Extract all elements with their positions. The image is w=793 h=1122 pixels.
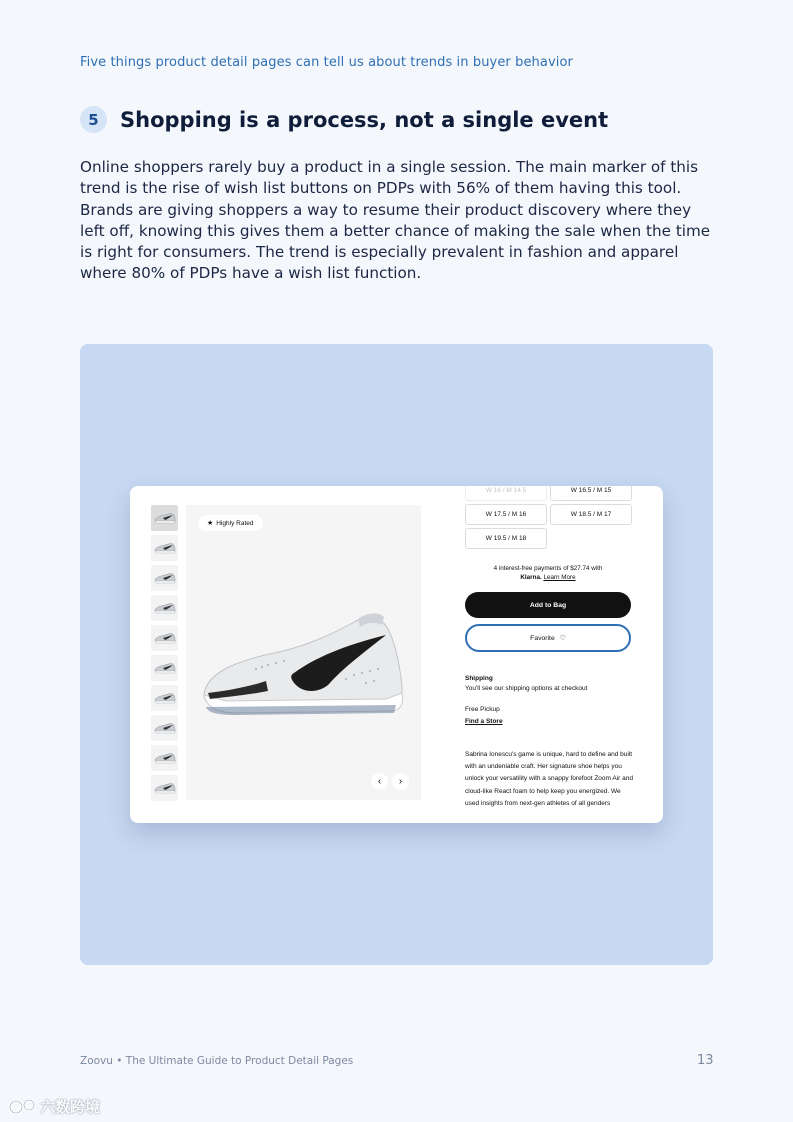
product-thumbnail[interactable] (151, 565, 178, 591)
prev-image-button[interactable]: ‹ (371, 773, 388, 790)
watermark (8, 1096, 100, 1117)
watermark-logo-icon (8, 1099, 38, 1115)
product-thumbnail[interactable] (151, 595, 178, 621)
section-body: Online shoppers rarely buy a product in a single session. The main marker of this trend is the rise of wish list buttons on PDPs with 56% of them having this tool. Brands are giving shoppers a way to resume their product discovery where they left off, knowing this gives them a better chance of making the sale when the time is right for consumers. The trend is especially prevalent in fashion and apparel where 80% of PDPs have a wish list function. (80, 158, 711, 283)
pickup-label: Free Pickup (465, 706, 500, 713)
pdp-screenshot-card (130, 486, 663, 823)
shoe-thumbnail-image (154, 752, 176, 764)
shipping-info (465, 674, 587, 694)
highly-rated-badge (198, 515, 263, 531)
running-title: Five things product detail pages can tell us about trends in buyer behavior (80, 55, 573, 70)
size-option[interactable]: W 18.5 / M 17 (550, 504, 632, 525)
shipping-heading: Shipping (465, 675, 493, 682)
size-option[interactable]: W 16 / M 14.5 (465, 486, 547, 501)
shipping-text: You'll see our shipping options at checkout (465, 685, 588, 692)
shoe-thumbnail-image (154, 602, 176, 614)
learn-more-link[interactable]: Learn More (543, 574, 576, 581)
pdp-illustration (80, 344, 713, 965)
shoe-thumbnail-image (154, 722, 176, 734)
section-title: Shopping is a process, not a single event (120, 107, 609, 132)
shoe-thumbnail-image (154, 572, 176, 584)
star-icon: ★ (207, 520, 214, 527)
klarna-logo: Klarna. (520, 574, 542, 581)
product-thumbnail[interactable] (151, 715, 178, 741)
payment-text: 4 interest-free payments of $27.74 with (493, 565, 603, 572)
section-number-badge: 5 (80, 106, 107, 133)
product-thumbnail[interactable] (151, 745, 178, 771)
product-thumbnail[interactable] (151, 625, 178, 651)
product-description: Sabrina Ionescu's game is unique, hard to define and built with an undeniable craft. Her signature shoe helps you unlock your versatility with a snappy forefoot Zoom Air and cloud-like React foam to help keep you energized. We used insights from next-gen athletes of all genders (465, 751, 633, 807)
product-thumbnail[interactable] (151, 685, 178, 711)
image-nav (371, 773, 409, 790)
shoe-thumbnail-image (154, 692, 176, 704)
shoe-thumbnail-image (154, 512, 176, 524)
favorite-button[interactable] (465, 624, 631, 652)
badge-label: Highly Rated (216, 520, 254, 527)
product-thumbnail[interactable] (151, 535, 178, 561)
heart-icon: ♡ (559, 635, 566, 642)
product-thumbnail[interactable] (151, 775, 178, 801)
product-thumbnail[interactable] (151, 655, 178, 681)
size-option[interactable]: W 16.5 / M 15 (550, 486, 632, 501)
sneaker-image (196, 595, 411, 735)
watermark-text: 六数跨境 (40, 1098, 101, 1116)
shoe-thumbnail-image (154, 782, 176, 794)
thumbnail-strip (151, 505, 179, 805)
product-main-image (186, 505, 421, 800)
size-grid (465, 486, 633, 552)
favorite-label: Favorite (530, 634, 555, 642)
shoe-thumbnail-image (154, 662, 176, 674)
size-option[interactable]: W 19.5 / M 18 (465, 528, 547, 549)
klarna-payment-info (465, 564, 631, 582)
shoe-thumbnail-image (154, 632, 176, 644)
find-store-link[interactable]: Find a Store (465, 718, 503, 725)
product-thumbnail[interactable] (151, 505, 178, 531)
purchase-panel (465, 486, 633, 823)
footer-title: Zoovu • The Ultimate Guide to Product Detail Pages (80, 1055, 354, 1067)
add-to-bag-button[interactable]: Add to Bag (465, 592, 631, 618)
section-heading (80, 106, 608, 133)
pickup-info (465, 704, 503, 728)
shoe-thumbnail-image (154, 542, 176, 554)
page-number: 13 (697, 1053, 714, 1068)
size-option[interactable]: W 17.5 / M 16 (465, 504, 547, 525)
next-image-button[interactable]: › (392, 773, 409, 790)
